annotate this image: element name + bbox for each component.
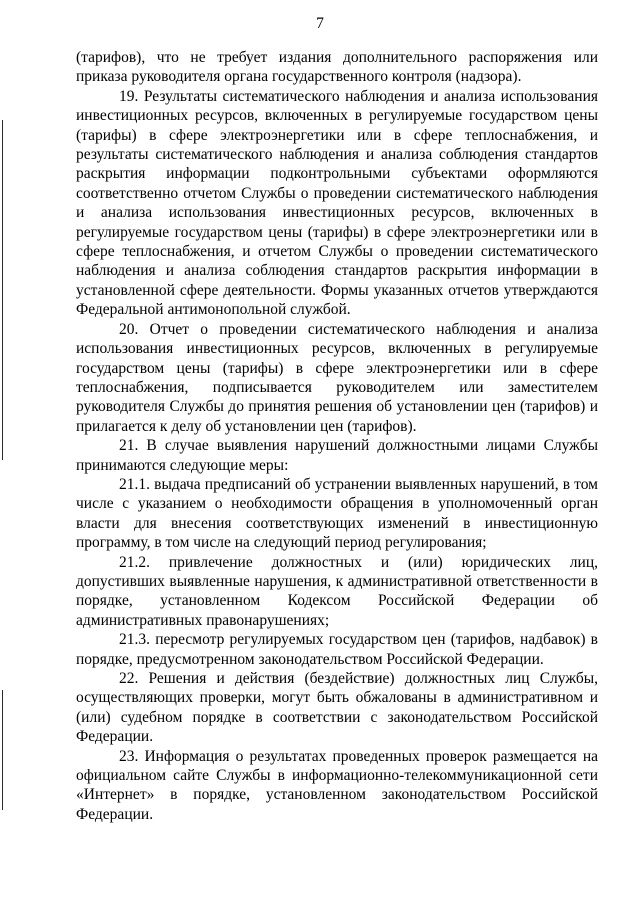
paragraph-21-2: 21.2. привлечение должностных и (или) юридических лиц, допустивших выявленные нарушения, к административной ответственности в порядке, установленном Кодексом Российской Федерации об административных правонарушениях; [76,553,598,629]
paragraph-continuation: (тарифов), что не требует издания дополнительного распоряжения или приказа руководителя органа государственного контроля (надзора). [76,49,598,86]
body-text [76,48,598,824]
paragraph-22: 22. Решения и действия (бездействие) должностных лиц Службы, осуществляющих проверки, могут быть обжалованы в административном и (или) судебном порядке в соответствии с законодательством Российской Федерации. [76,670,598,746]
paragraph-19: 19. Результаты систематического наблюдения и анализа использования инвестиционных ресурсов, включенных в регулируемые государством цены (тарифы) в сфере электроэнергетики или в сфере теплоснабжения, и результаты систематического наблюдения и анализа соблюдения стандартов раскрытия информации подконтрольными субъектами оформляются соответственно отчетом Службы о проведении систематического наблюдения и анализа использования инвестиционных ресурсов, включенных в регулируемые государством цены (тарифы) в сфере электроэнергетики или в сфере теплоснабжения, и отчетом Службы о проведении систематического наблюдения и анализа соблюдения стандартов раскрытия информации в установленной сфере деятельности. Формы указанных отчетов утверждаются Федеральной антимонопольной службой. [76,87,598,319]
page-number: 7 [316,15,324,32]
paragraph-21: 21. В случае выявления нарушений должностными лицами Службы принимаются следующие меры: [76,437,598,474]
paragraph-21-1: 21.1. выдача предписаний об устранении выявленных нарушений, в том числе с указанием о необходимости обращения в уполномоченный орган власти для внесения соответствующих изменений в инвестиционную программу, в том числе на следующий период регулирования; [76,475,598,552]
paragraph-21-3: 21.3. пересмотр регулируемых государством цен (тарифов, надбавок) в порядке, предусмотренном законодательством Российской Федерации. [76,631,598,668]
paragraph-20: 20. Отчет о проведении систематического наблюдения и анализа использования инвестиционных ресурсов, включенных в регулируемые государством цены (тарифы) в сфере электроэнергетики или в сфере теплоснабжения, подписывается руководителем или заместителем руководителя Службы до принятия решения об установлении цен (тарифов) и прилагается к делу об установлении цен (тарифов). [76,320,598,435]
scan-edge-line [2,120,3,460]
paragraph-23: 23. Информация о результатах проведенных проверок размещается на официальном сайте Службы в информационно-телекоммуникационной сети «Интернет» в порядке, установленном законодательством Российской Федерации. [76,747,598,823]
scan-edge-line [2,690,3,810]
